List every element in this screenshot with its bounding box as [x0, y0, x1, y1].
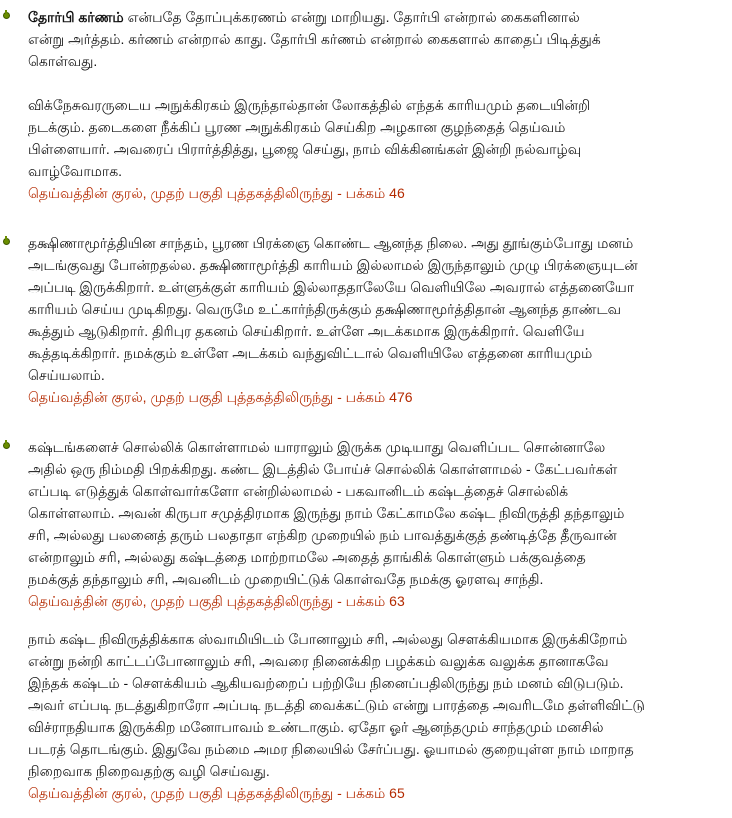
text-line: தக்ஷிணாமூர்த்தியின சாந்தம், பூரண பிரக்ஞை கொண்ட ஆனந்த நிலை. அது தூங்கும்போது மனம் — [28, 235, 634, 251]
text-line: என்றாலும் சரி, அல்லது கஷ்டத்தை மாற்றாமலே அதைத் தாங்கிக் கொள்ளும் பக்குவத்தை — [28, 549, 586, 565]
text-line: இந்தக் கஷ்டம் - சௌக்கியம் ஆகியவற்றைப் பற்றியே நினைப்பதிலிருந்து நம் மனம் விடுபடும். — [28, 675, 624, 691]
text-line: அடங்குவது போன்றதல்ல. தக்ஷிணாமூர்த்தி காரியம் இல்லாமல் இருந்தாலும் முழு பிரக்ஞையுடன் — [28, 257, 638, 273]
paragraph — [28, 436, 732, 612]
citation: தெய்வத்தின் குரல், முதற் பகுதி புத்தகத்திலிருந்து - பக்கம் 65 — [28, 785, 405, 801]
text-line — [28, 6, 732, 28]
bold-term: தோர்பி கர்ணம் — [28, 9, 124, 25]
text-line: கொள்ளலாம். அவன் கிருபா சமுத்திரமாக இருந்து நாம் கேட்காமலே கஷ்ட நிவிருத்தி தந்தாலும் — [28, 505, 625, 521]
text-line: விச்ராநதியாக இருக்கிற மனோபாவம் உண்டாகும். ஏதோ ஓர் ஆனந்தமும் சாந்தமும் மனசில் — [28, 719, 604, 735]
citation: தெய்வத்தின் குரல், முதற் பகுதி புத்தகத்திலிருந்து - பக்கம் 46 — [28, 185, 405, 201]
citation: தெய்வத்தின் குரல், முதற் பகுதி புத்தகத்திலிருந்து - பக்கம் 63 — [28, 593, 405, 609]
citation: தெய்வத்தின் குரல், முதற் பகுதி புத்தகத்திலிருந்து - பக்கம் 476 — [28, 389, 413, 405]
text-line: பிள்ளையார். அவரைப் பிரார்த்தித்து, பூஜை செய்து, நாம் விக்கினங்கள் இன்றி நல்வாழ்வு — [28, 141, 582, 157]
text-line: விக்நேசுவரருடைய அநுக்கிரகம் இருந்தால்தான் லோகத்தில் எந்தக் காரியமும் தடையின்றி — [28, 97, 591, 113]
text-line: என்று அர்த்தம். கர்ணம் என்றால் காது. தோர்பி கர்ணம் என்றால் கைகளால் காதைப் பிடித்துக் — [28, 31, 601, 47]
text-line: செய்யலாம். — [28, 367, 105, 383]
paragraph — [28, 232, 732, 408]
green-bullet-icon — [3, 442, 10, 449]
text-line: சரி, அல்லது பலனைத் தரும் பலதாதா எந்கிற முறையில் நம் பாவத்துக்குத் தண்டித்தே தீருவான் — [28, 527, 617, 543]
text-line-rest: என்பதே தோப்புக்கரணம் என்று மாறியது. தோர்பி என்றால் கைகளினால் — [123, 9, 580, 25]
green-bullet-icon — [3, 12, 10, 19]
text-line: கூத்தடிக்கிறார். நமக்கும் உள்ளே அடக்கம் வந்துவிட்டால் வெளியிலே எத்தனை காரியமும் — [28, 345, 593, 361]
text-line: படரத் தொடங்கும். இதுவே நம்மை அமர நிலையில் சேர்ப்பது. ஓயாமல் குறையுள்ள நாம் மாறாத — [28, 741, 634, 757]
quote-section — [0, 436, 732, 804]
paragraph — [28, 628, 732, 804]
text-line: நடக்கும். தடைகளை நீக்கிப் பூரண அநுக்கிரகம் செய்கிற அழகான குழந்தைத் தெய்வம் — [28, 119, 566, 135]
quote-section — [0, 6, 732, 204]
text-line: அப்படி இருக்கிறார். உள்ளுக்குள் காரியம் இல்லாததாலேயே வெளியிலே அவரால் எத்தனையோ — [28, 279, 635, 295]
paragraph — [28, 94, 732, 204]
text-line: கொள்வது. — [28, 53, 98, 69]
text-line: எப்படி எடுத்துக் கொள்வார்களோ என்றில்லாமல் - பகவானிடம் கஷ்டத்தைச் சொல்லிக் — [28, 483, 569, 499]
green-bullet-icon — [3, 238, 10, 245]
text-line: கூத்தும் ஆடுகிறார். திரிபுர தகனம் செய்கிறார். உள்ளே அடக்கமாக இருக்கிறார். வெளியே — [28, 323, 585, 339]
text-line: நமக்குத் தந்தாலும் சரி, அவனிடம் முறையிட்டுக் கொள்வதே நமக்கு ஓரளவு சாந்தி. — [28, 571, 544, 587]
text-line: கஷ்டங்களைச் சொல்லிக் கொள்ளாமல் யாராலும் இருக்க முடியாது வெளிப்பட சொன்னாலே — [28, 439, 606, 455]
text-line: நாம் கஷ்ட நிவிருத்திக்காக ஸ்வாமியிடம் போனாலும் சரி, அல்லது சௌக்கியமாக இருக்கிறோம் — [28, 631, 628, 647]
paragraph — [28, 6, 732, 72]
text-line: காரியம் செய்ய முடிகிறது. வெருமே உட்கார்ந்திருக்கும் தக்ஷிணாமூர்த்திதான் ஆனந்த தாண்டவ — [28, 301, 622, 317]
text-line: அதில் ஒரு நிம்மதி பிறக்கிறது. கண்ட இடத்தில் போய்ச் சொல்லிக் கொள்ளாமல் - கேட்பவர்கள் — [28, 461, 618, 477]
text-line: என்று நன்றி காட்டப்போனாலும் சரி, அவரை நினைக்கிற பழக்கம் வலுக்க வலுக்க தானாகவே — [28, 653, 609, 669]
text-line: நிறைவாக நிறைவதற்கு வழி செய்வது. — [28, 763, 270, 779]
text-line: வாழ்வோமாக. — [28, 163, 123, 179]
text-line: அவர் எப்படி நடத்துகிறாரோ அப்படி நடத்தி வைக்கட்டும் என்று பாரத்தை அவரிடமே தள்ளிவிட்டு — [28, 697, 645, 713]
quote-section — [0, 232, 732, 408]
